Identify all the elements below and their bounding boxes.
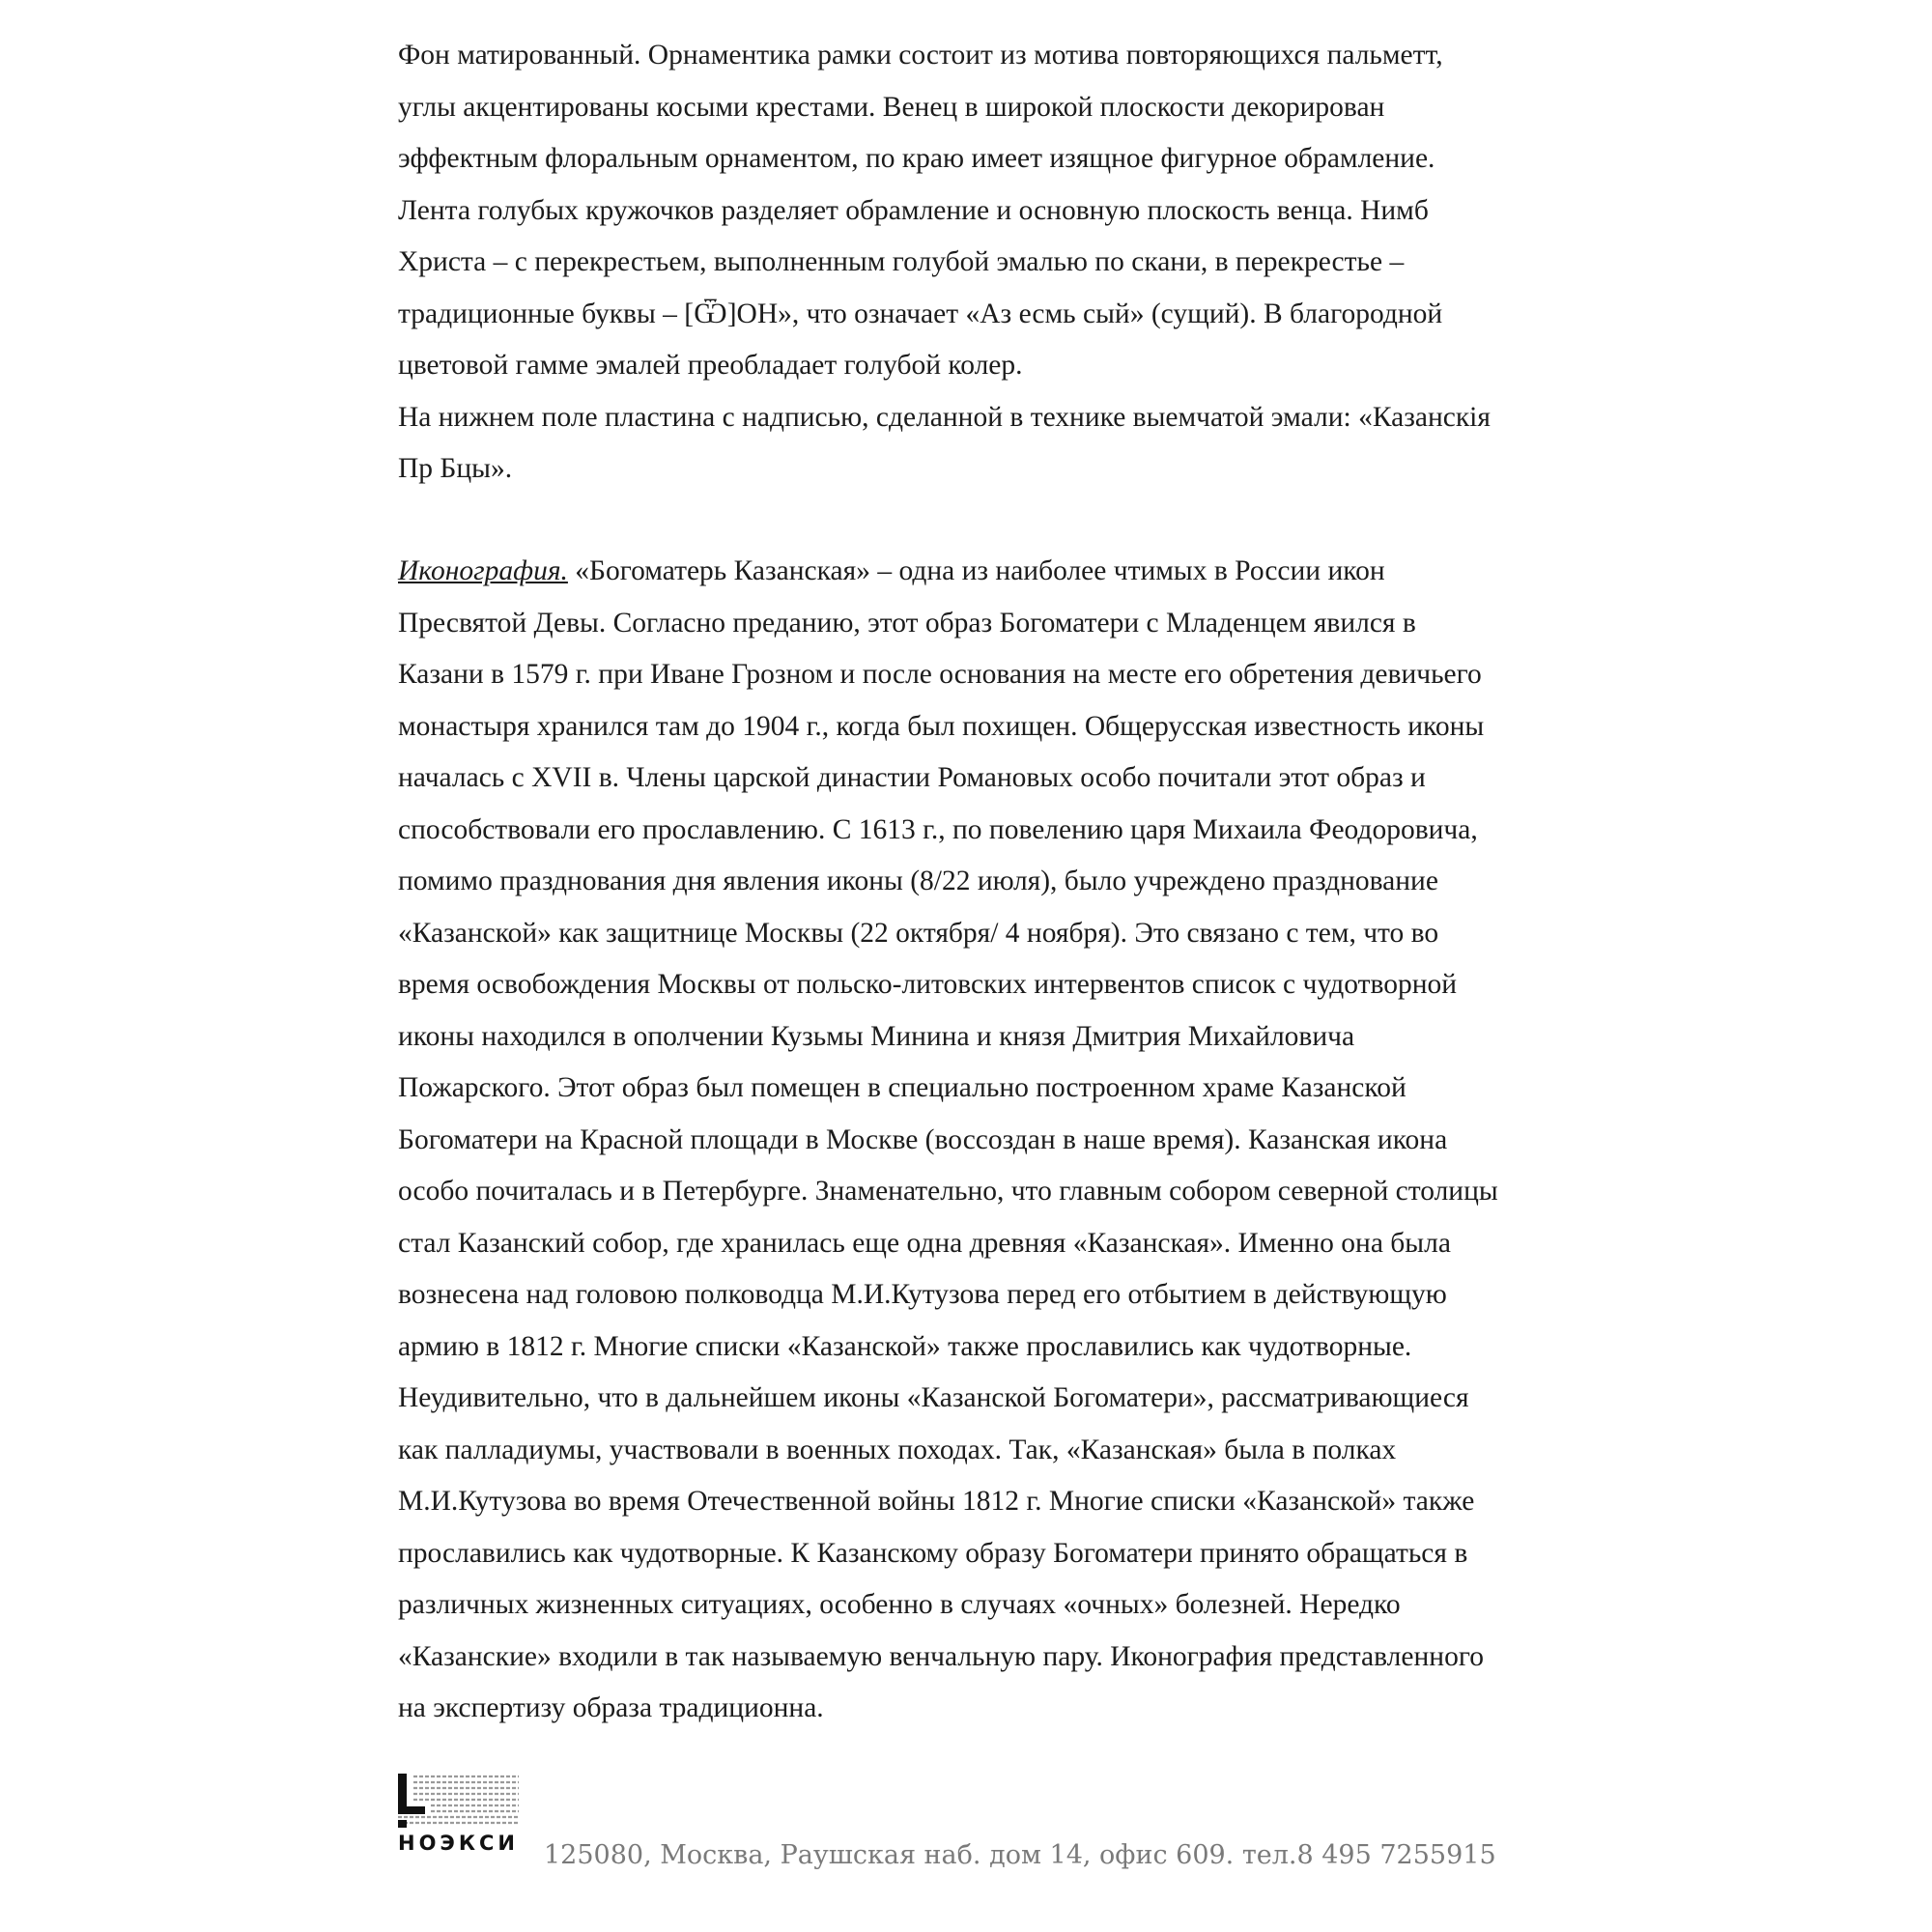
text-line: Христа – с перекрестьем, выполненным голубой эмалью по скани, в перекрестье –: [398, 246, 1405, 277]
footer-address: 125080, Москва, Раушская наб. дом 14, офис 609. тел.8 495 7255915: [544, 1840, 1496, 1870]
text-line: На нижнем поле пластина с надписью, сделанной в технике выемчатой эмали: «Казанскія: [398, 401, 1491, 433]
text-line: Казани в 1579 г. при Иване Грозном и после основания на месте его обретения девичьего: [398, 659, 1482, 690]
heading-line-text: «Богоматерь Казанская» – одна из наиболее чтимых в России икон: [567, 555, 1385, 586]
text-line: Богоматери на Красной площади в Москве (воссоздан в наше время). Казанская икона: [398, 1123, 1448, 1155]
text-line: иконы находился в ополчении Кузьмы Минина и князя Дмитрия Михайловича: [398, 1020, 1355, 1052]
text-line: Фон матированный. Орнаментика рамки состоит из мотива повторяющихся пальметт,: [398, 40, 1443, 71]
text-line: Пожарского. Этот образ был помещен в специально построенном храме Казанской: [398, 1072, 1406, 1103]
text-line: Неудивительно, что в дальнейшем иконы «Казанской Богоматери», рассматривающиеся: [398, 1382, 1469, 1413]
iconography-paragraph: [398, 546, 1586, 1735]
text-line: стал Казанский собор, где хранилась еще одна древняя «Казанская». Именно она была: [398, 1227, 1451, 1259]
text-line: Пр Бцы».: [398, 453, 513, 484]
text-line: углы акцентированы косыми крестами. Венец в широкой плоскости декорирован: [398, 91, 1385, 123]
text-line: традиционные буквы – [Ѿ]ОН», что означает «Аз есмь сый» (сущий). В благородной: [398, 298, 1443, 329]
text-line: «Казанские» входили в так называемую венчальную пару. Иконография представленного: [398, 1640, 1484, 1672]
logo-wordmark: НОЭКСИ: [398, 1832, 519, 1855]
text-line: особо почиталась и в Петербурге. Знаменательно, что главным собором северной столицы: [398, 1176, 1498, 1207]
text-line: вознесена над головою полководца М.И.Кутузова перед его отбытием в действующую: [398, 1279, 1447, 1310]
text-line: на экспертизу образа традиционна.: [398, 1692, 824, 1723]
text-line: способствовали его прославлению. С 1613 г., по повелению царя Михаила Феодоровича,: [398, 813, 1478, 845]
section-heading: Иконография.: [398, 555, 568, 586]
text-line: цветовой гамме эмалей преобладает голубой колер.: [398, 350, 1023, 381]
text-line: монастыря хранился там до 1904 г., когда был похищен. Общерусская известность иконы: [398, 710, 1485, 742]
text-line: как палладиумы, участвовали в военных походах. Так, «Казанская» была в полках: [398, 1434, 1397, 1465]
text-line: время освобождения Москвы от польско-литовских интервентов список с чудотворной: [398, 969, 1458, 1000]
text-line: [398, 546, 1586, 598]
text-line: различных жизненных ситуациях, особенно в случаях «очных» болезней. Нередко: [398, 1589, 1401, 1620]
text-line: «Казанской» как защитнице Москвы (22 октября/ 4 ноября). Это связано с тем, что во: [398, 917, 1439, 949]
frame-description-paragraph: [398, 30, 1586, 496]
text-line: эффектным флоральным орнаментом, по краю имеет изящное фигурное обрамление.: [398, 143, 1435, 174]
text-line: прославились как чудотворные. К Казанскому образу Богоматери принято обращаться в: [398, 1537, 1468, 1569]
text-line: помимо празднования дня явления иконы (8/22 июля), было учреждено празднование: [398, 866, 1438, 896]
text-line: Лента голубых кружочков разделяет обрамление и основную плоскость венца. Нимб: [398, 194, 1429, 226]
text-line: М.И.Кутузова во время Отечественной войны 1812 г. Многие списки «Казанской» также: [398, 1486, 1475, 1517]
text-line: Пресвятой Девы. Согласно преданию, этот образ Богоматери с Младенцем явился в: [398, 607, 1416, 639]
text-line: армию в 1812 г. Многие списки «Казанской» также прославились как чудотворные.: [398, 1330, 1412, 1362]
text-line: началась с XVII в. Члены царской династии Романовых особо почитали этот образ и: [398, 762, 1426, 793]
